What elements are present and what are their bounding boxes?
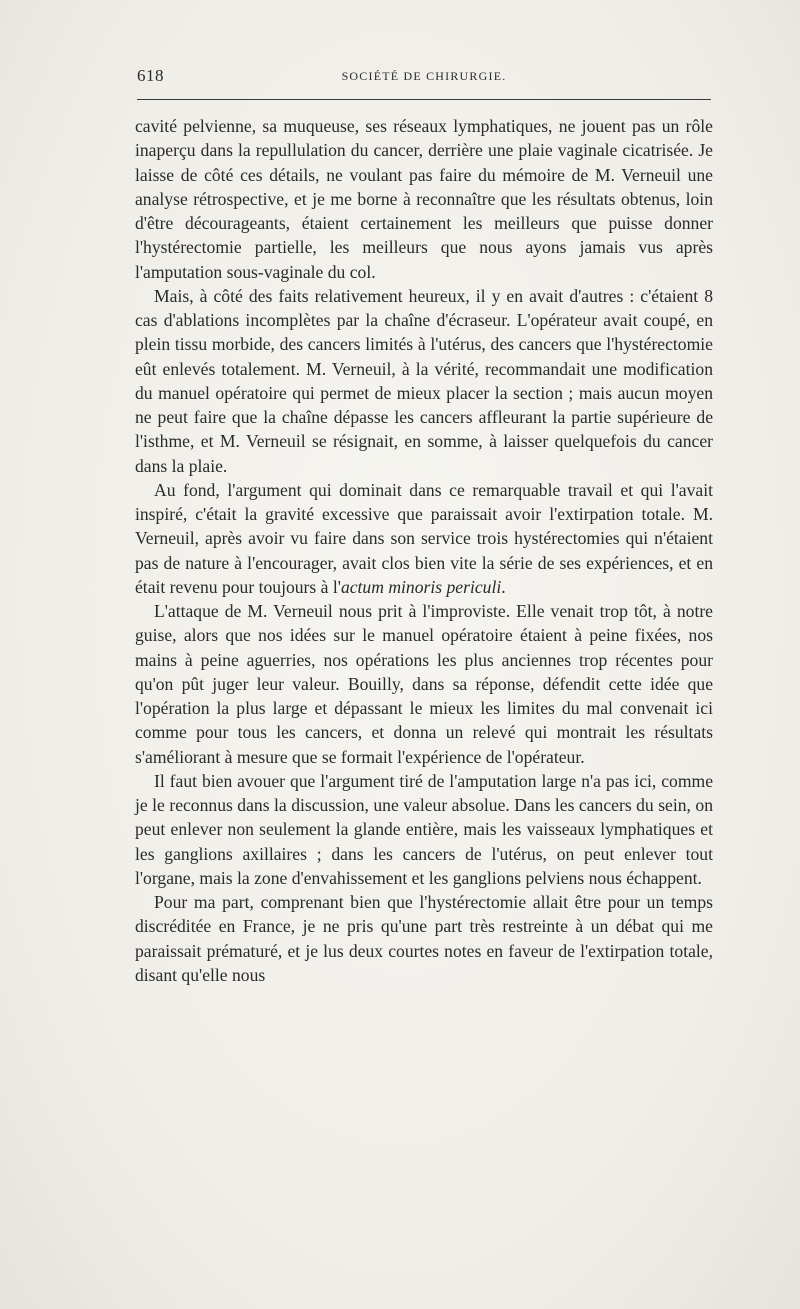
paragraph-6: Pour ma part, comprenant bien que l'hystérectomie allait être pour un temps discréditée en France, je ne pris qu'une part très restreinte à un débat qui me paraissait prématuré, et je lus deux courtes notes en faveur de l'extirpation totale, disant qu'elle nous (135, 892, 713, 985)
paragraph-4: L'attaque de M. Verneuil nous prit à l'improviste. Elle venait trop tôt, à notre guise, alors que nos idées sur le manuel opératoire étaient à peine fixées, nos mains à peine aguerries, nos opérations les plus anciennes trop récentes pour qu'on pût juger leur valeur. Bouilly, dans sa réponse, défendit cette idée que l'opération la plus large et dépassant le mieux les limites du mal convenait ici comme pour tous les cancers, et donna un relevé qui montrait les résultats s'améliorant à mesure que se formait l'expérience de l'opérateur. (135, 601, 713, 767)
paragraph-2: Mais, à côté des faits relativement heureux, il y en avait d'autres : c'étaient 8 cas d'ablations incomplètes par la chaîne d'écraseur. L'opérateur avait coupé, en plein tissu morbide, des cancers limités à l'utérus, des cancers que l'hystérectomie eût enlevés totalement. M. Verneuil, à la vérité, recommandait une modification du manuel opératoire qui permet de mieux placer la section ; mais aucun moyen ne peut faire que la chaîne dépasse les cancers affleurant la partie supérieure de l'isthme, et M. Verneuil se résignait, en somme, à laisser quelquefois du cancer dans la plaie. (135, 285, 713, 476)
paragraph-3 (135, 478, 713, 599)
paragraph-3-tail: . (501, 576, 506, 597)
body-text (135, 114, 713, 987)
running-head: SOCIÉTÉ DE CHIRURGIE. (341, 69, 507, 83)
paragraph-3-text: Au fond, l'argument qui dominait dans ce remarquable travail et qui l'avait inspiré, c'était la gravité excessive que paraissait avoir l'extirpation totale. M. Verneuil, après avoir vu faire dans son service trois hystérectomies qui n'étaient pas de nature à l'encourager, avait clos bien vite la série de ses expériences, et en était revenu pour toujours à l' (135, 479, 713, 597)
paragraph-3-latin-phrase: actum minoris periculi (340, 576, 502, 597)
paragraph-1: cavité pelvienne, sa muqueuse, ses réseaux lymphatiques, ne jouent pas un rôle inaperçu dans la repullulation du cancer, derrière une plaie vaginale cicatrisée. Je laisse de côté ces détails, ne voulant pas faire du mémoire de M. Verneuil une analyse rétrospective, et je me borne à reconnaître que les résultats obtenus, loin d'être décourageants, étaient certainement les meilleurs que puisse donner l'hystérectomie partielle, les meilleurs que nous ayons jamais vus après l'amputation sous-vaginale du col. (135, 116, 713, 282)
header-rule (137, 99, 711, 100)
paragraph-5: Il faut bien avouer que l'argument tiré de l'amputation large n'a pas ici, comme je le reconnus dans la discussion, une valeur absolue. Dans les cancers du sein, on peut enlever non seulement la glande entière, mais les vaisseaux lymphatiques et les ganglions axillaires ; dans les cancers de l'utérus, on peut enlever tout l'organe, mais la zone d'envahissement et les ganglions pelviens nous échappent. (135, 770, 713, 888)
page-number: 618 (137, 66, 164, 85)
page-header (137, 66, 711, 88)
